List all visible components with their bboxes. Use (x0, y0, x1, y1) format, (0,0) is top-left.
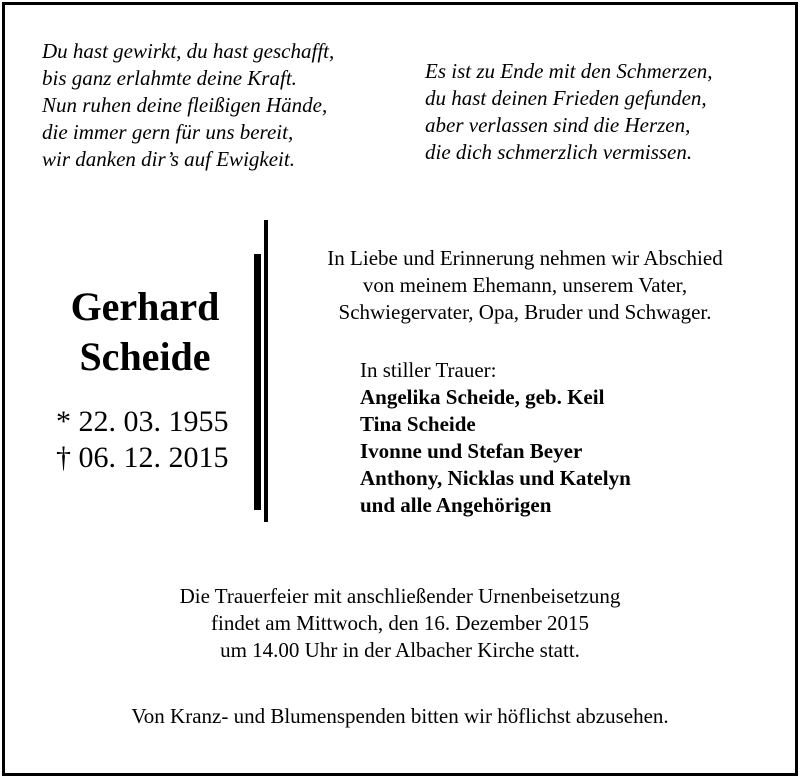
farewell-line: In Liebe und Erinnerung nehmen wir Abschied (327, 246, 723, 270)
poem-right (425, 58, 713, 166)
service-line: findet am Mittwoch, den 16. Dezember 2015 (211, 611, 589, 635)
service-line: um 14.00 Uhr in der Albacher Kirche statt. (220, 638, 580, 662)
mourner-name: Ivonne und Stefan Beyer (360, 439, 583, 463)
birth-date: * 22. 03. 1955 (56, 405, 229, 438)
poem-right-line: aber verlassen sind die Herzen, (425, 113, 691, 137)
death-date: † 06. 12. 2015 (56, 441, 229, 474)
poem-right-line: die dich schmerzlich vermissen. (425, 140, 693, 164)
divider-bar-thick (254, 254, 261, 510)
poem-left-line: Du hast gewirkt, du hast geschafft, (42, 39, 335, 63)
poem-left-line: die immer gern für uns bereit, (42, 120, 294, 144)
farewell-line: Schwiegervater, Opa, Bruder und Schwager. (338, 300, 712, 324)
poem-left-line: wir danken dir’s auf Ewigkeit. (42, 147, 295, 171)
life-dates (56, 404, 229, 476)
mourners-list (360, 357, 631, 519)
donation-note: Von Kranz- und Blumenspenden bitten wir höflichst abzusehen. (131, 704, 669, 728)
poem-left-line: Nun ruhen deine fleißigen Hände, (42, 93, 328, 117)
mourners-heading: In stiller Trauer: (360, 358, 497, 382)
mourner-name: Anthony, Nicklas und Katelyn (360, 466, 631, 490)
deceased-first-name: Gerhard (70, 284, 220, 329)
farewell-text (280, 245, 770, 326)
mourner-name: Angelika Scheide, geb. Keil (360, 385, 605, 409)
poem-right-line: Es ist zu Ende mit den Schmerzen, (425, 59, 713, 83)
poem-right-line: du hast deinen Frieden gefunden, (425, 86, 707, 110)
poem-left-line: bis ganz erlahmte deine Kraft. (42, 66, 297, 90)
mourner-name: Tina Scheide (360, 412, 476, 436)
mourner-name: und alle Angehörigen (360, 493, 552, 517)
deceased-last-name: Scheide (79, 334, 211, 379)
service-details (0, 583, 800, 664)
service-line: Die Trauerfeier mit anschließender Urnenbeisetzung (179, 584, 621, 608)
poem-left (42, 38, 334, 173)
divider-bar-thin (264, 220, 268, 522)
farewell-line: von meinem Ehemann, unserem Vater, (362, 273, 688, 297)
deceased-name (0, 282, 290, 382)
